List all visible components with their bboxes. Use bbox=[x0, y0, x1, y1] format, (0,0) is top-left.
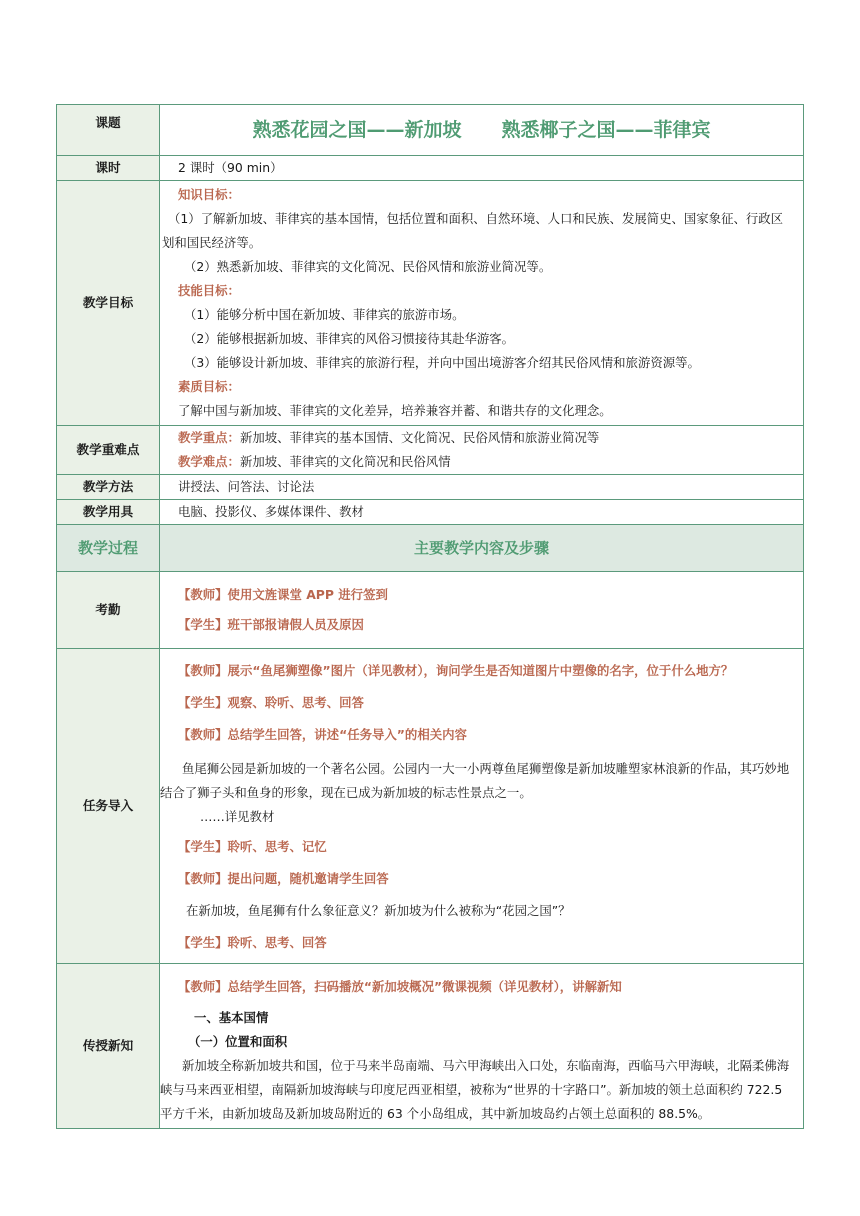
intro-teacher-3: 【教师】提出问题，随机邀请学生回答 bbox=[178, 871, 389, 886]
method-value: 讲授法、问答法、讨论法 bbox=[160, 475, 804, 500]
lesson-title bbox=[160, 105, 804, 156]
difficulty-text: 新加坡、菲律宾的文化简况和民俗风情 bbox=[239, 454, 451, 469]
label-intro: 任务导入 bbox=[57, 649, 160, 964]
knowledge-item-2: （2）熟悉新加坡、菲律宾的文化简况、民俗风情和旅游业简况等。 bbox=[184, 259, 552, 274]
intro-teacher-1: 【教师】展示“鱼尾狮塑像”图片（详见教材），询问学生是否知道图片中塑像的名字，位于什么地方？ bbox=[178, 663, 734, 678]
label-keypoints: 教学重难点 bbox=[57, 426, 160, 475]
intro-student-1: 【学生】观察、聆听、思考、回答 bbox=[178, 695, 364, 710]
skill-item-3: （3）能够设计新加坡、菲律宾的旅游行程，并向中国出境游客介绍其民俗风情和旅游资源等。 bbox=[184, 355, 700, 370]
label-topic: 课题 bbox=[57, 105, 160, 156]
tools-value: 电脑、投影仪、多媒体课件、教材 bbox=[160, 500, 804, 525]
difficulty-label: 教学难点： bbox=[178, 454, 240, 469]
newknowledge-teacher-1: 【教师】总结学生回答，扫码播放“新加坡概况”微课视频（详见教材），讲解新知 bbox=[178, 979, 622, 994]
lesson-plan-table bbox=[56, 104, 804, 1129]
lesson-plan bbox=[56, 104, 804, 1129]
row-tools bbox=[57, 500, 804, 525]
attendance-teacher: 【教师】使用文旌课堂 APP 进行签到 bbox=[178, 587, 388, 602]
label-tools: 教学用具 bbox=[57, 500, 160, 525]
label-method: 教学方法 bbox=[57, 475, 160, 500]
row-topic bbox=[57, 105, 804, 156]
skill-item-2: （2）能够根据新加坡、菲律宾的风俗习惯接待其赴华游客。 bbox=[184, 331, 515, 346]
focus-text: 新加坡、菲律宾的基本国情、文化简况、民俗风情和旅游业简况等 bbox=[239, 430, 600, 445]
label-newknowledge: 传授新知 bbox=[57, 964, 160, 1129]
row-intro bbox=[57, 649, 804, 964]
label-hours: 课时 bbox=[57, 156, 160, 181]
section-heading-2: （一）位置和面积 bbox=[188, 1034, 288, 1049]
label-process: 教学过程 bbox=[57, 525, 160, 572]
attendance-content bbox=[160, 572, 804, 649]
knowledge-header: 知识目标： bbox=[178, 187, 240, 202]
section-heading-1: 一、基本国情 bbox=[194, 1010, 269, 1025]
row-attendance bbox=[57, 572, 804, 649]
intro-question: 在新加坡，鱼尾狮有什么象征意义？新加坡为什么被称为“花园之国”？ bbox=[186, 903, 571, 918]
intro-teacher-2: 【教师】总结学生回答，讲述“任务导入”的相关内容 bbox=[178, 727, 467, 742]
focus-label: 教学重点： bbox=[178, 430, 240, 445]
intro-paragraph-1: 鱼尾狮公园是新加坡的一个著名公园。公园内一大一小两尊鱼尾狮塑像是新加坡雕塑家林浪新的作品，其巧妙地结合了狮子头和鱼身的形象，现在已成为新加坡的标志性景点之一。 bbox=[160, 761, 790, 800]
row-method bbox=[57, 475, 804, 500]
process-value: 主要教学内容及步骤 bbox=[160, 525, 804, 572]
row-objectives bbox=[57, 181, 804, 426]
attendance-student: 【学生】班干部报请假人员及原因 bbox=[178, 617, 364, 632]
newknowledge-content bbox=[160, 964, 804, 1129]
row-hours bbox=[57, 156, 804, 181]
keypoints-content bbox=[160, 426, 804, 475]
title-philippines: 熟悉椰子之国——菲律宾 bbox=[501, 119, 711, 141]
skill-header: 技能目标： bbox=[178, 283, 240, 298]
skill-item-1: （1）能够分析中国在新加坡、菲律宾的旅游市场。 bbox=[184, 307, 465, 322]
objectives-content bbox=[160, 181, 804, 426]
intro-student-2: 【学生】聆听、思考、记忆 bbox=[178, 839, 327, 854]
row-newknowledge bbox=[57, 964, 804, 1129]
hours-value: 2 课时（90 min） bbox=[160, 156, 804, 181]
row-keypoints bbox=[57, 426, 804, 475]
intro-content bbox=[160, 649, 804, 964]
quality-header: 素质目标： bbox=[178, 379, 240, 394]
title-singapore: 熟悉花园之国——新加坡 bbox=[252, 119, 462, 141]
quality-item-1: 了解中国与新加坡、菲律宾的文化差异，培养兼容并蓄、和谐共存的文化理念。 bbox=[178, 403, 612, 418]
label-attendance: 考勤 bbox=[57, 572, 160, 649]
newknowledge-paragraph-1: 新加坡全称新加坡共和国，位于马来半岛南端、马六甲海峡出入口处，东临南海，西临马六甲海峡，北隔柔佛海峡与马来西亚相望，南隔新加坡海峡与印度尼西亚相望，被称为“世界的十字路口”。新加坡的领土总面积约 722.5 平方千米，由新加坡岛及新加坡岛附近的 63 个小岛组成，其中新加坡岛约占领土总面积的 88.5%。 bbox=[160, 1058, 790, 1121]
label-objectives: 教学目标 bbox=[57, 181, 160, 426]
intro-paragraph-2: ……详见教材 bbox=[200, 809, 275, 824]
knowledge-item-1: （1）了解新加坡、菲律宾的基本国情，包括位置和面积、自然环境、人口和民族、发展简史、国家象征、行政区划和国民经济等。 bbox=[162, 211, 784, 250]
row-process bbox=[57, 525, 804, 572]
intro-student-3: 【学生】聆听、思考、回答 bbox=[178, 935, 327, 950]
